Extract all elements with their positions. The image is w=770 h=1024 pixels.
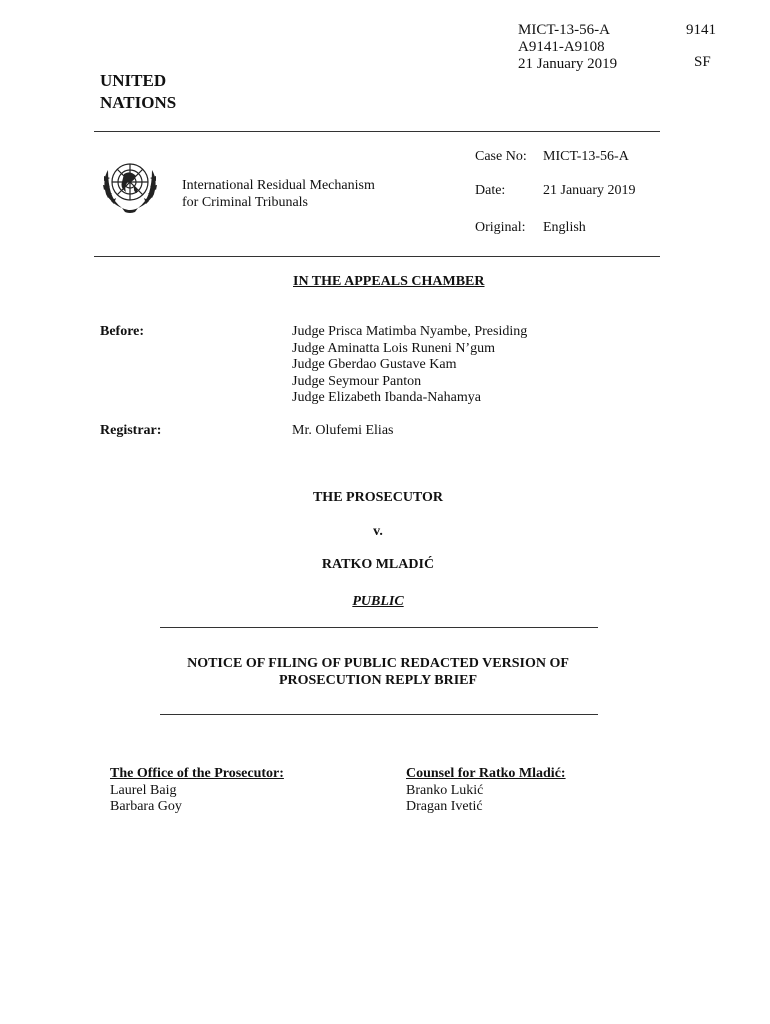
case-no-value: MICT-13-56-A xyxy=(543,149,629,164)
judge-item: Judge Aminatta Lois Runeni N’gum xyxy=(292,340,495,356)
un-title-line2: NATIONS xyxy=(100,93,177,112)
original-value: English xyxy=(543,220,586,235)
prosecutor-party: THE PROSECUTOR xyxy=(312,490,444,505)
top-divider xyxy=(94,131,660,132)
date-value: 21 January 2019 xyxy=(543,183,636,198)
versus: v. xyxy=(373,524,383,539)
header-date: 21 January 2019 xyxy=(518,56,618,72)
chamber-heading: IN THE APPEALS CHAMBER xyxy=(293,274,485,289)
mechanism-line1: International Residual Mechanism xyxy=(182,178,375,193)
info-divider xyxy=(94,256,660,257)
counsel-name: Branko Lukić xyxy=(406,782,484,798)
judge-item: Judge Gberdao Gustave Kam xyxy=(292,357,457,372)
mechanism-line2: for Criminal Tribunals xyxy=(182,194,309,210)
before-label: Before: xyxy=(100,324,145,339)
judge-item: Judge Elizabeth Ibanda-Nahamya xyxy=(292,390,481,405)
title-bottom-divider xyxy=(160,714,598,715)
defence-counsel xyxy=(406,766,566,816)
title-line1: NOTICE OF FILING OF PUBLIC REDACTED VERSION OF xyxy=(187,656,569,671)
title-line2: PROSECUTION REPLY BRIEF xyxy=(278,672,478,688)
mechanism-name xyxy=(182,178,375,211)
registrar-label: Registrar: xyxy=(100,423,162,438)
prosecution-heading: The Office of the Prosecutor: xyxy=(110,766,284,781)
original-label: Original: xyxy=(475,220,526,235)
stamp: SF xyxy=(694,54,711,70)
judges-list xyxy=(292,324,527,407)
judge-item: Judge Seymour Panton xyxy=(292,373,422,389)
header-block xyxy=(518,22,617,73)
un-title xyxy=(100,70,176,114)
defence-heading: Counsel for Ratko Mladić: xyxy=(406,766,566,781)
prosecution-counsel xyxy=(110,766,284,816)
un-title-line1: UNITED xyxy=(100,71,167,90)
registrar-name: Mr. Olufemi Elias xyxy=(292,423,394,438)
case-code: MICT-13-56-A xyxy=(518,22,610,38)
judge-item: Judge Prisca Matimba Nyambe, Presiding xyxy=(292,324,528,339)
document-title xyxy=(0,656,756,689)
page-range: A9141-A9108 xyxy=(518,39,605,55)
date-label: Date: xyxy=(475,183,506,198)
un-emblem-icon xyxy=(96,152,164,218)
classification: PUBLIC xyxy=(352,594,404,609)
accused-party: RATKO MLADIĆ xyxy=(321,557,435,572)
title-top-divider xyxy=(160,627,598,628)
counsel-name: Barbara Goy xyxy=(110,799,182,814)
case-no-label: Case No: xyxy=(475,149,527,164)
counsel-name: Dragan Ivetić xyxy=(406,799,483,814)
page-number: 9141 xyxy=(686,22,716,38)
counsel-name: Laurel Baig xyxy=(110,782,177,798)
